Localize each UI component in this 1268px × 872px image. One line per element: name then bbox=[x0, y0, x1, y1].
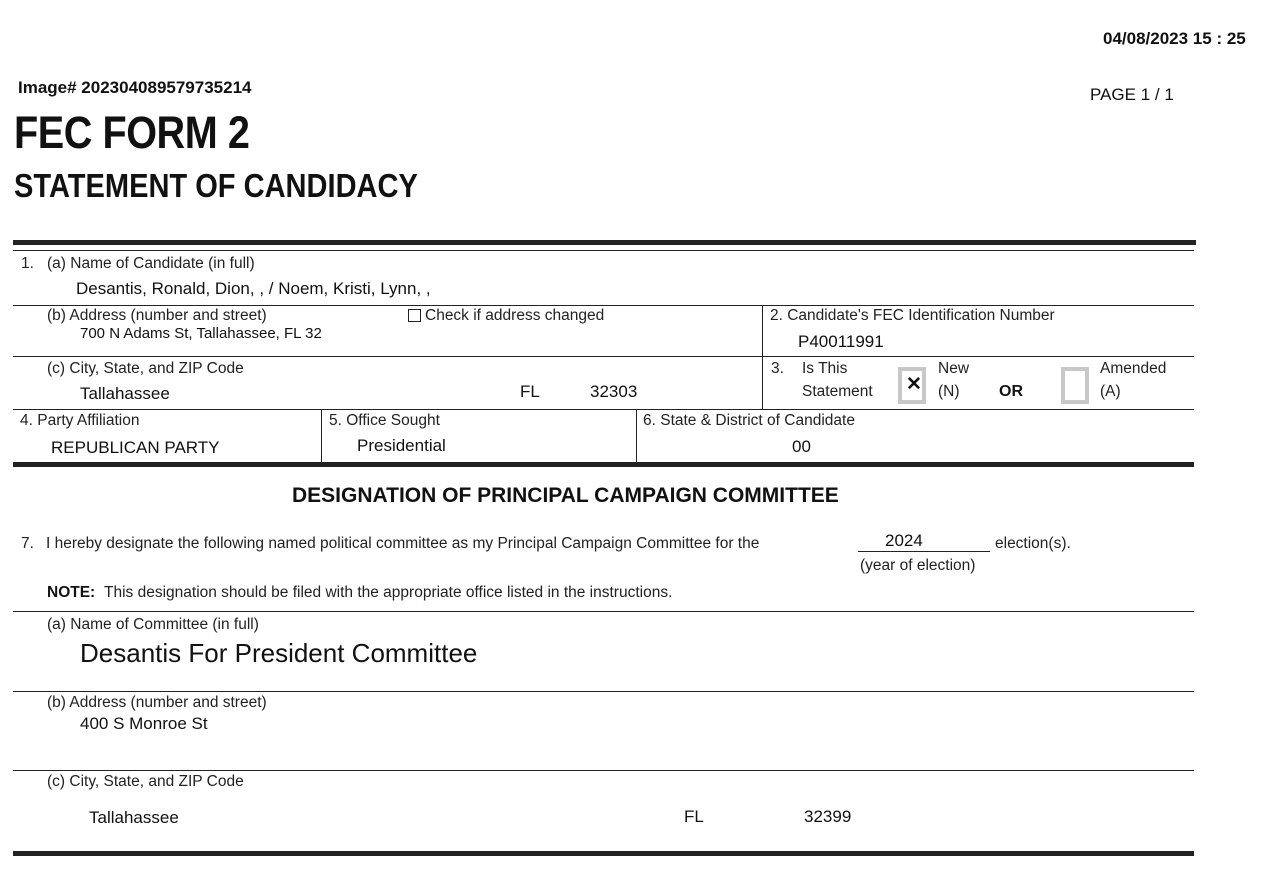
thick-bottom-rule bbox=[13, 851, 1194, 856]
top-thin-rule bbox=[13, 250, 1194, 251]
election-suffix: election(s). bbox=[995, 535, 1071, 552]
committee-address-label: (b) Address (number and street) bbox=[47, 694, 267, 711]
committee-city-value: Tallahassee bbox=[89, 808, 179, 827]
form-title: FEC FORM 2 bbox=[14, 107, 250, 158]
candidate-zip-value: 32303 bbox=[590, 382, 638, 401]
election-year-underline bbox=[858, 551, 990, 552]
statement-label-line2: Statement bbox=[802, 383, 873, 400]
rule-row1 bbox=[13, 305, 1194, 306]
year-caption: (year of election) bbox=[860, 557, 976, 574]
candidate-city-value: Tallahassee bbox=[80, 384, 170, 403]
amended-statement-checkbox[interactable] bbox=[1061, 367, 1089, 404]
address-changed-label: Check if address changed bbox=[425, 307, 605, 324]
divider-office bbox=[636, 409, 637, 462]
divider-party bbox=[321, 409, 322, 462]
candidate-address-value: 700 N Adams St, Tallahassee, FL 32 bbox=[80, 325, 322, 342]
committee-heading: DESIGNATION OF PRINCIPAL CAMPAIGN COMMITTEE bbox=[292, 484, 839, 507]
candidate-state-value: FL bbox=[520, 382, 540, 401]
thick-top-rule bbox=[13, 240, 1196, 245]
rule-row2 bbox=[13, 356, 1194, 357]
statement-label-line1: Is This bbox=[802, 360, 848, 377]
candidate-name-label: (a) Name of Candidate (in full) bbox=[47, 255, 255, 272]
fec-id-value: P40011991 bbox=[798, 332, 884, 351]
rule-committee-top bbox=[13, 611, 1194, 612]
timestamp: 04/08/2023 15 : 25 bbox=[1103, 29, 1246, 48]
page-number: PAGE 1 / 1 bbox=[1090, 85, 1174, 104]
committee-name-label: (a) Name of Committee (in full) bbox=[47, 616, 259, 633]
office-value: Presidential bbox=[357, 436, 446, 455]
fec-id-label: 2. Candidate's FEC Identification Number bbox=[770, 307, 1055, 324]
rule-committee-city bbox=[13, 770, 1194, 771]
committee-city-label: (c) City, State, and ZIP Code bbox=[47, 773, 244, 790]
new-label-line1: New bbox=[938, 360, 970, 377]
note-text: This designation should be filed with the appropriate office listed in the instructions. bbox=[104, 584, 673, 601]
designate-text: I hereby designate the following named political committee as my Principal Campaign Committee for the bbox=[46, 535, 760, 552]
item-number-7: 7. bbox=[21, 535, 34, 552]
amended-label-line1: Amended bbox=[1100, 360, 1167, 377]
divider-right-block bbox=[762, 305, 763, 409]
note-bold: NOTE: bbox=[47, 584, 96, 601]
candidate-address-label: (b) Address (number and street) bbox=[47, 307, 267, 324]
committee-name-value: Desantis For President Committee bbox=[80, 638, 478, 668]
office-label: 5. Office Sought bbox=[329, 412, 440, 429]
new-statement-checkbox[interactable] bbox=[898, 367, 926, 404]
image-number: Image# 202304089579735214 bbox=[18, 78, 252, 97]
checkmark-x-icon: ✕ bbox=[906, 374, 922, 395]
district-value: 00 bbox=[792, 437, 811, 456]
district-label: 6. State & District of Candidate bbox=[643, 412, 855, 429]
party-label: 4. Party Affiliation bbox=[20, 412, 140, 429]
committee-state-value: FL bbox=[684, 807, 704, 826]
amended-label-line2: (A) bbox=[1100, 383, 1121, 400]
item-number-1: 1. bbox=[21, 255, 34, 272]
statement-number: 3. bbox=[771, 360, 784, 377]
rule-committee-address bbox=[13, 691, 1194, 692]
form-subtitle: STATEMENT OF CANDIDACY bbox=[14, 167, 418, 204]
election-year-value: 2024 bbox=[885, 531, 923, 550]
committee-zip-value: 32399 bbox=[804, 807, 852, 826]
rule-row3 bbox=[13, 409, 1194, 410]
party-value: REPUBLICAN PARTY bbox=[51, 438, 220, 457]
candidate-city-label: (c) City, State, and ZIP Code bbox=[47, 360, 244, 377]
candidate-name-value: Desantis, Ronald, Dion, , / Noem, Kristi, Lynn, , bbox=[76, 279, 431, 298]
committee-address-value: 400 S Monroe St bbox=[80, 714, 208, 733]
or-label: OR bbox=[999, 383, 1023, 400]
new-label-line2: (N) bbox=[938, 383, 960, 400]
address-changed-checkbox[interactable] bbox=[408, 309, 421, 322]
thick-mid-rule bbox=[13, 462, 1194, 467]
